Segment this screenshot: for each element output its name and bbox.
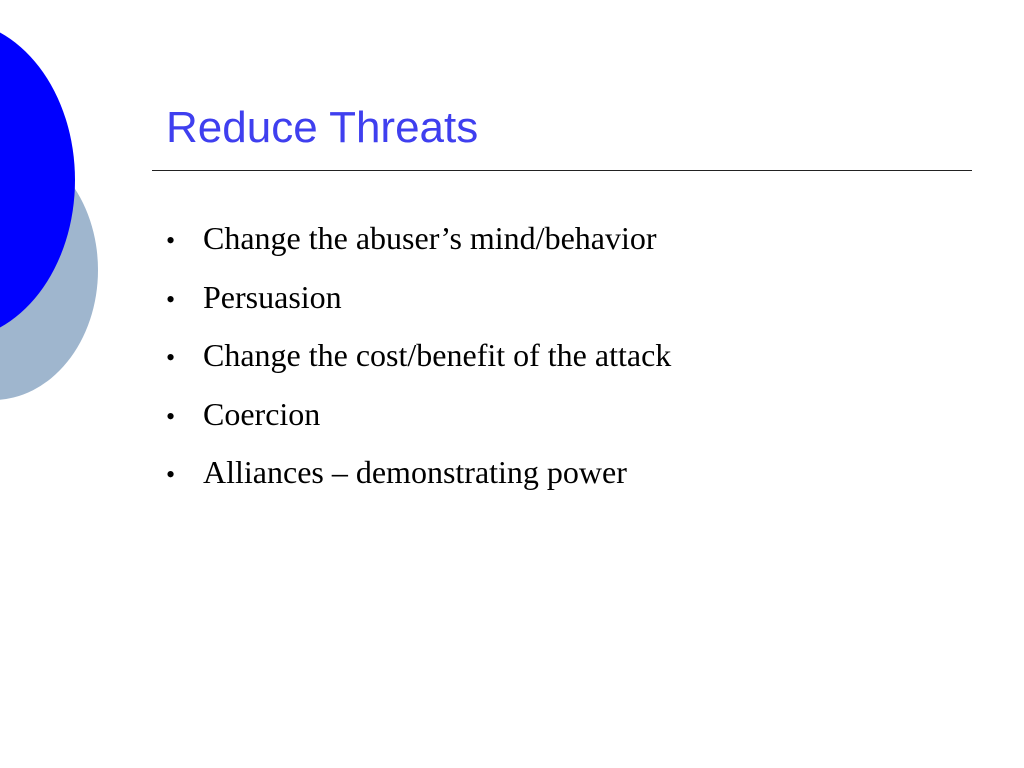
- title-divider: [152, 170, 972, 171]
- bullet-text: Persuasion: [203, 278, 342, 315]
- bullet-icon: •: [166, 401, 176, 431]
- bullet-text: Alliances – demonstrating power: [203, 454, 627, 490]
- bullet-text: Coercion: [203, 395, 321, 432]
- bullet-icon: •: [166, 343, 176, 372]
- bullet-icon: •: [166, 284, 176, 314]
- bullet-icon: •: [166, 460, 176, 489]
- bullet-item: [166, 450, 671, 509]
- bullet-item: [166, 216, 671, 275]
- bullet-text: Change the cost/benefit of the attack: [203, 337, 672, 373]
- slide-title: Reduce Threats: [166, 103, 479, 152]
- bullet-list: [166, 216, 671, 509]
- bullet-item: [166, 392, 671, 451]
- bullet-text: Change the abuser’s mind/behavior: [203, 220, 657, 256]
- bullet-icon: •: [166, 226, 176, 255]
- bullet-item: [166, 333, 671, 392]
- bullet-item: [166, 275, 671, 334]
